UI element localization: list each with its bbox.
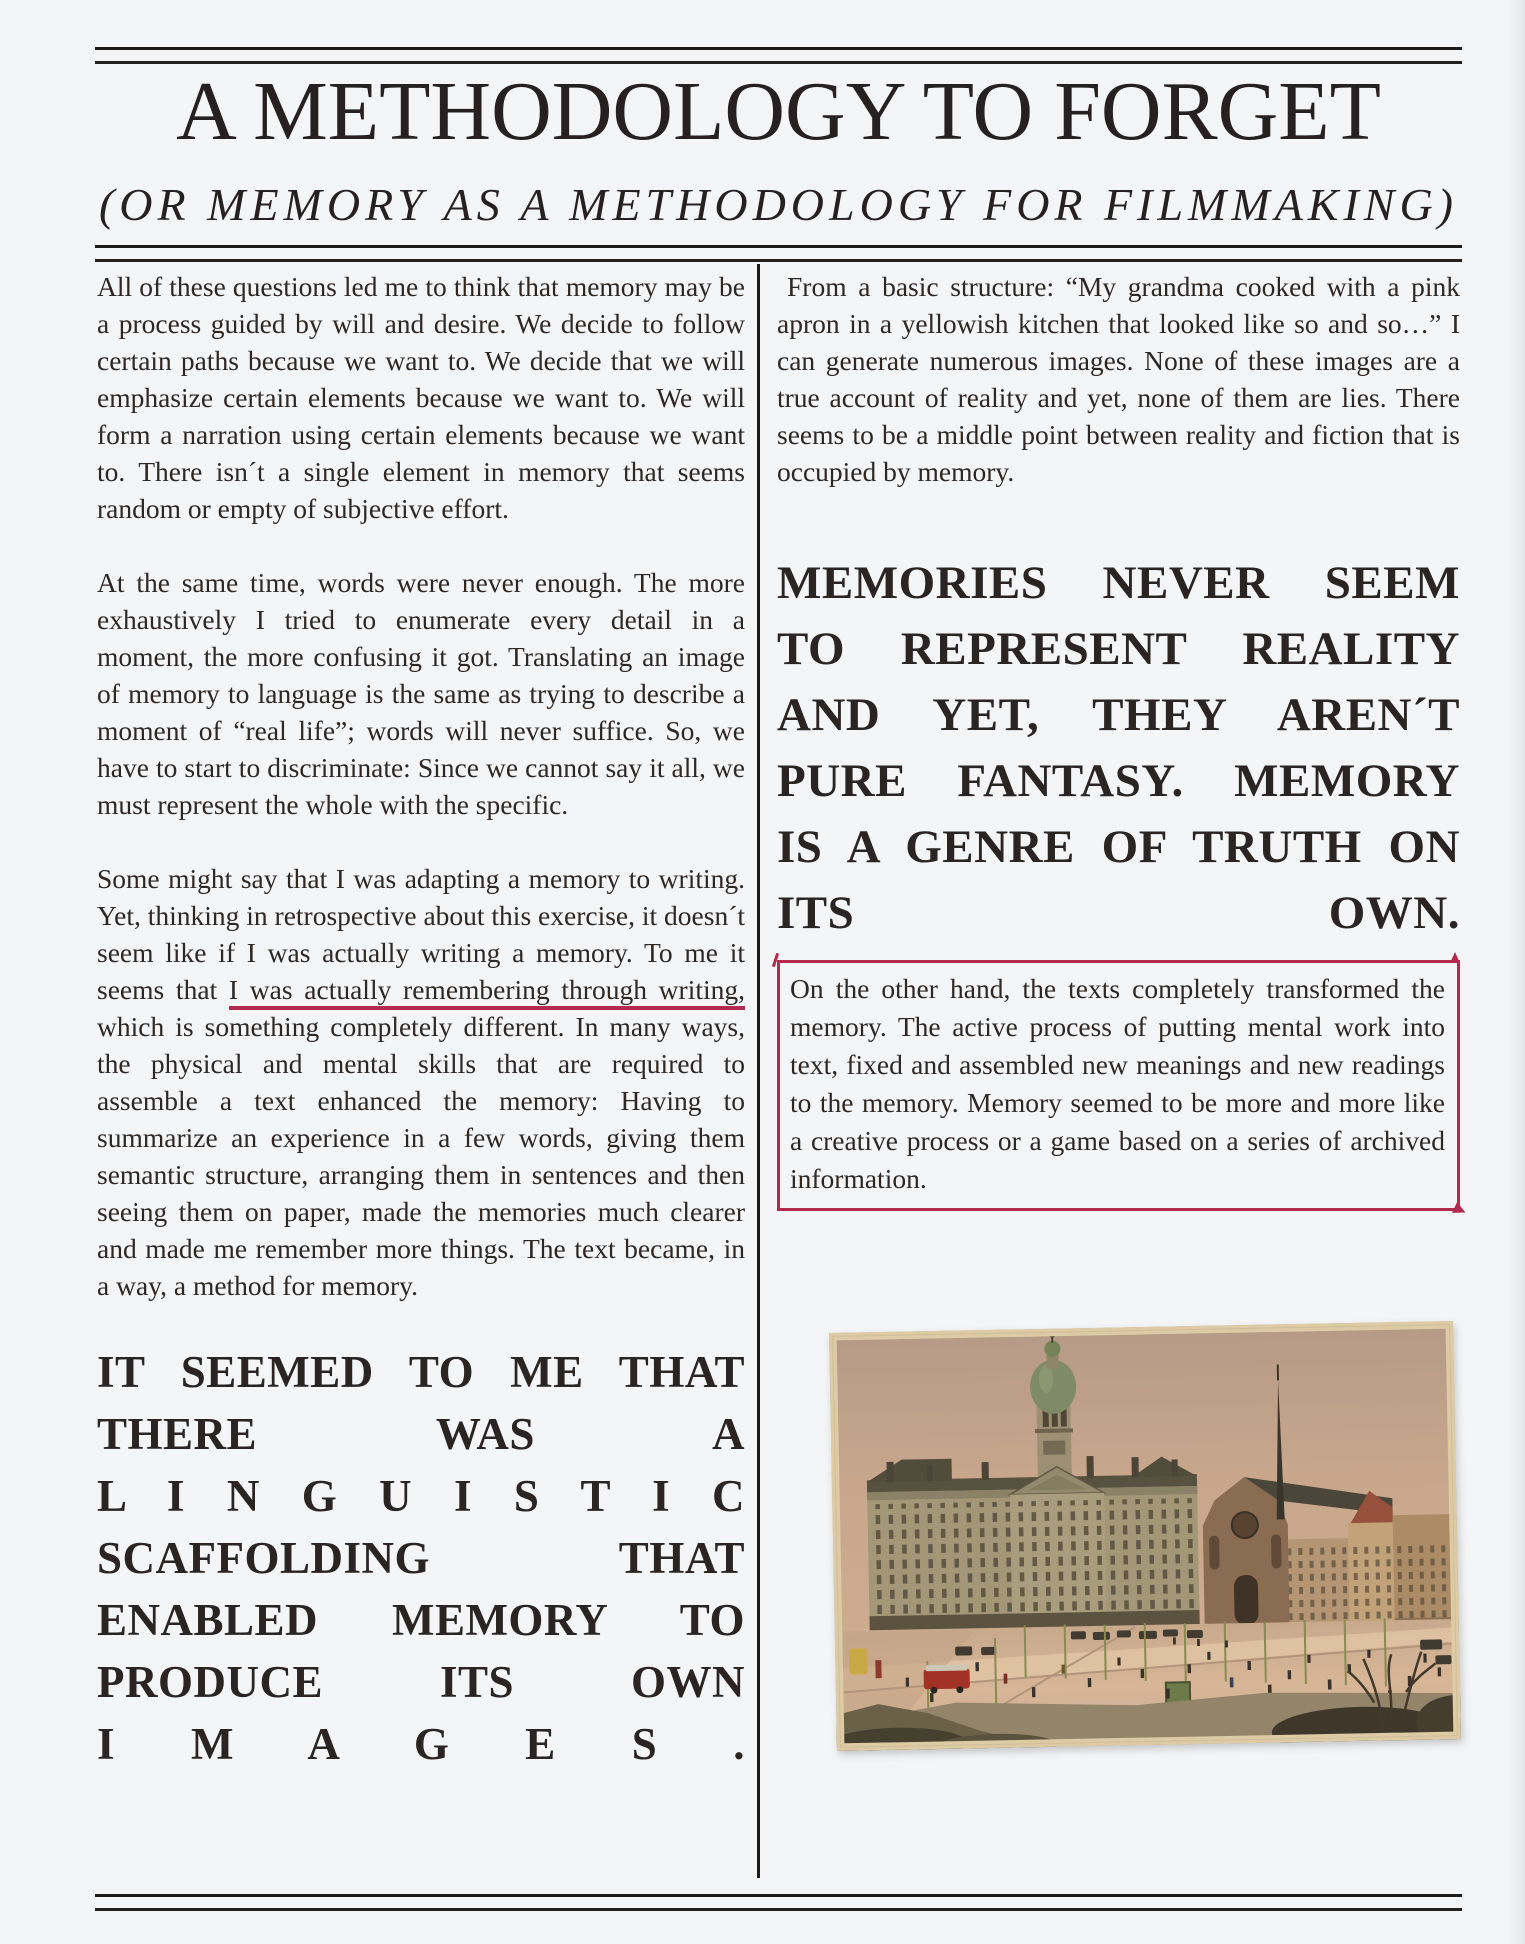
paragraph-words-never-enough: At the same time, words were never enough. The more exhaustively I tried to enumerate every detail in a moment, the more confusing it got. Translating an image of memory to language is the same as trying to describe a moment of “real life”; words will never suffice. So, we have to start to discriminate: Since we cannot say it all, we must represent the whole with the specific. — [97, 567, 745, 820]
left-column — [97, 268, 745, 1775]
marker-tick-icon — [772, 953, 779, 967]
red-annotation-box — [777, 960, 1460, 1211]
paragraph-basic-structure: From a basic structure: “My grandma cooked with a pink apron in a yellowish kitchen that looked like so and so…” I can generate numerous images. None of these images are a true account of reality and yet, none of them are lies. There seems to be a middle point between reality and fiction that is occupied by memory. — [777, 271, 1460, 487]
top-double-rule — [95, 47, 1462, 64]
p3-text-before: Some might say that I was adapting a memory to writing. Yet, thinking in retrospective about this exercise, it doesn´t seem like if I was actually writing a memory. To me it seems that — [97, 863, 745, 1005]
heading-line: IS A GENRE OF TRUTH ON — [777, 821, 1460, 873]
heading-line: THERE WAS A — [97, 1409, 745, 1459]
heading-line: PURE FANTASY. MEMORY — [777, 755, 1460, 807]
heading-line: L I N G U I S T I C — [97, 1471, 745, 1521]
right-column — [777, 268, 1460, 1211]
subtitle-double-rule — [95, 245, 1462, 262]
column-divider — [757, 264, 760, 1878]
bottom-double-rule — [95, 1894, 1462, 1911]
heading-line: MEMORIES NEVER SEEM — [777, 557, 1460, 609]
paragraph-remembering-through-writing — [97, 860, 745, 1304]
page-subtitle: (OR MEMORY AS A METHODOLOGY FOR FILMMAKING) — [98, 179, 1458, 230]
heading-line: I M A G E S . — [97, 1719, 745, 1769]
postcard-illustration — [829, 1321, 1461, 1751]
heading-line: AND YET, THEY AREN´T — [777, 689, 1460, 741]
heading-line: IT SEEMED TO ME THAT — [97, 1347, 745, 1397]
heading-line: ITS OWN. — [777, 887, 1460, 939]
boxed-note-text: On the other hand, the texts completely transformed the memory. The active process of putting mental work into text, fixed and assembled new meanings and new readings to the memory. Memory seemed to be more and more like a creative process or a game based on a series of archived information. — [790, 973, 1445, 1194]
postcard-photo — [829, 1321, 1461, 1751]
paragraph-questions: All of these questions led me to think that memory may be a process guided by will and desire. We decide to follow certain paths because we want to. We decide that we will emphasize certain elements because we want to. We will form a narration using certain elements because we want to. There isn´t a single element in memory that seems random or empty of subjective effort. — [97, 271, 745, 524]
heading-line: PRODUCE ITS OWN — [97, 1657, 745, 1707]
red-underlined-phrase: I was actually remembering through writing, — [229, 974, 745, 1010]
right-pull-quote-heading — [777, 550, 1460, 946]
left-pull-quote-heading — [97, 1341, 745, 1775]
page-title: A METHODOLOGY TO FORGET — [176, 65, 1381, 158]
heading-line: SCAFFOLDING THAT — [97, 1533, 745, 1583]
heading-line: ENABLED MEMORY TO — [97, 1595, 745, 1645]
p3-text-after: which is something completely different. In many ways, the physical and mental skills that are required to assemble a text enhanced the memory: Having to summarize an experience in a few words, giving them semantic structure, arranging them in sentences and then seeing them on paper, made the memories much clearer and made me remember more things. The text became, in a way, a method for memory. — [97, 1011, 745, 1301]
heading-line: TO REPRESENT REALITY — [777, 623, 1460, 675]
